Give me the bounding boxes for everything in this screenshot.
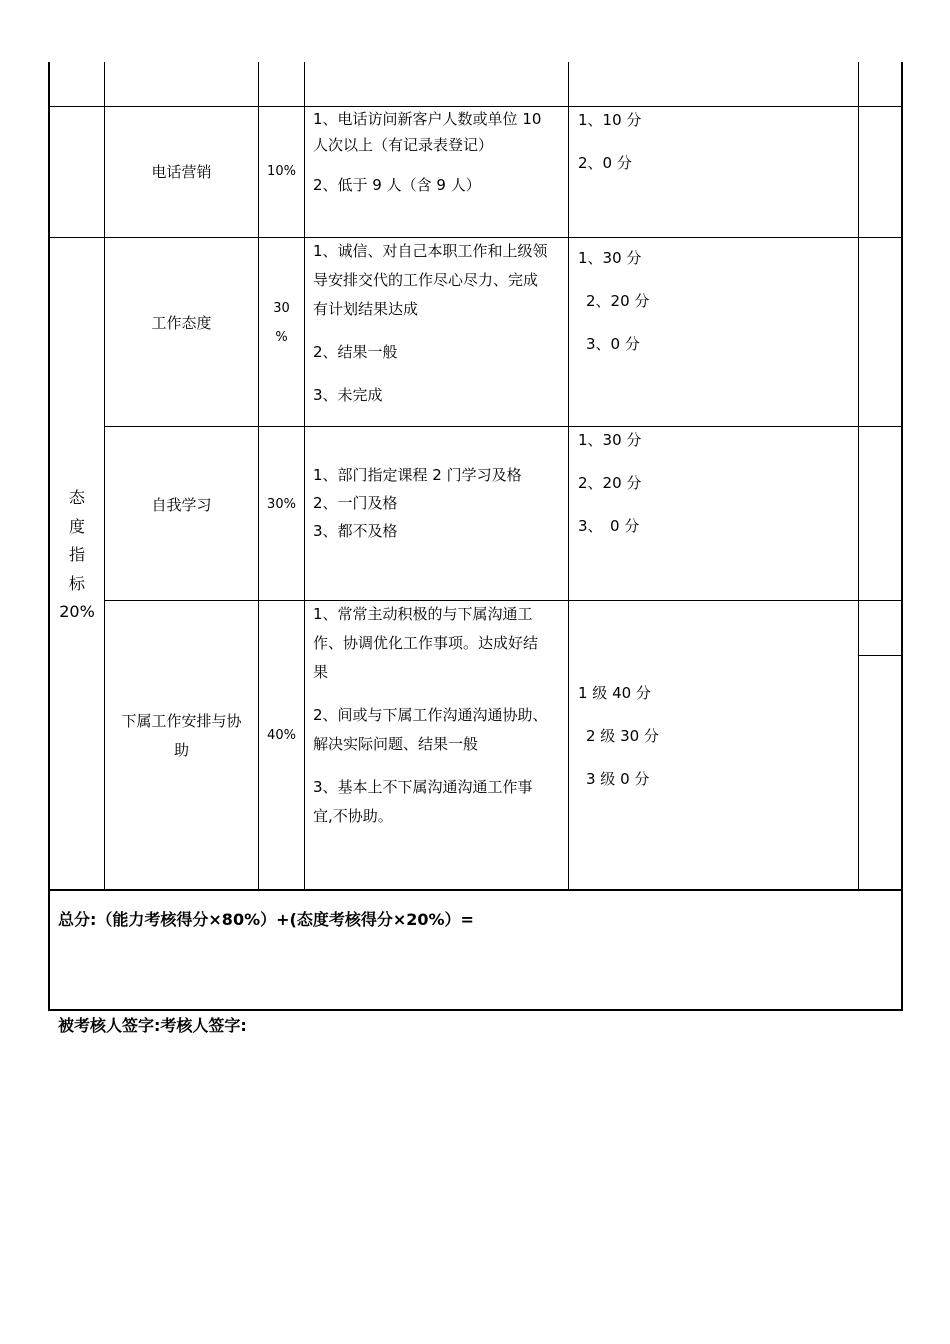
phone-marketing-item-label: 电话营销 [151, 163, 212, 181]
criteria-line: 1、诚信、对自己本职工作和上级领 [313, 242, 548, 260]
criteria-line: 导安排交代的工作尽心尽力、完成 [313, 271, 539, 289]
phone-marketing-weight: 10% [267, 164, 296, 179]
score-line: 1、30 分 [578, 249, 642, 267]
score-line: 1 级 40 分 [578, 684, 651, 702]
phone-marketing-scores [578, 106, 858, 177]
work-attitude-weight: 30 % [273, 301, 290, 345]
criteria-line: 作、协调优化工作事项。达成好结 [313, 634, 539, 652]
self-study-criteria [313, 461, 568, 545]
criteria-line: 2、低于 9 人（含 9 人） [313, 176, 481, 194]
criteria-line: 2、一门及格 [313, 494, 398, 512]
self-study-scores [578, 426, 858, 540]
criteria-line: 解决实际问题、结果一般 [313, 735, 479, 753]
score-line: 3、 0 分 [578, 517, 640, 535]
self-study-weight: 30% [267, 496, 296, 512]
total-score-formula: 总分:（能力考核得分×80%）+(态度考核得分×20%）= [58, 910, 474, 929]
phone-marketing-item [105, 107, 258, 237]
criteria-line: 3、基本上不下属沟通沟通工作事 [313, 778, 533, 796]
subordinate-weight: 40% [267, 728, 296, 743]
signature-line: 被考核人签字:考核人签字: [58, 1016, 247, 1035]
score-line: 1、30 分 [578, 431, 642, 449]
criteria-line: 人次以上（有记录表登记） [313, 136, 494, 154]
work-attitude-scores [578, 244, 858, 358]
criteria-line: 有计划结果达成 [313, 300, 419, 318]
criteria-line: 果 [313, 663, 329, 681]
criteria-line: 2、结果一般 [313, 343, 398, 361]
subordinate-item: 下属工作安排与协 助 [121, 712, 242, 759]
phone-marketing-criteria [313, 106, 568, 198]
self-study-item: 自我学习 [151, 495, 212, 514]
score-line: 2 级 30 分 [586, 727, 659, 745]
criteria-line: 3、未完成 [313, 386, 383, 404]
score-line: 2、0 分 [578, 154, 632, 172]
criteria-line: 2、间或与下属工作沟通沟通协助、 [313, 706, 548, 724]
score-line: 1、10 分 [578, 111, 642, 129]
criteria-line: 1、常常主动积极的与下属沟通工 [313, 605, 533, 623]
work-attitude-criteria [313, 237, 568, 410]
score-line: 2、20 分 [586, 292, 650, 310]
criteria-line: 1、部门指定课程 2 门学习及格 [313, 466, 522, 484]
criteria-line: 1、电话访问新客户人数或单位 10 [313, 110, 542, 128]
subordinate-criteria [313, 600, 568, 831]
attitude-section-label: 态 度 指 标 20% [59, 488, 95, 621]
score-line: 2、20 分 [578, 474, 642, 492]
work-attitude-item: 工作态度 [151, 314, 212, 332]
score-line: 3、0 分 [586, 335, 640, 353]
criteria-line: 宜,不协助。 [313, 807, 393, 825]
score-line: 3 级 0 分 [586, 770, 650, 788]
subordinate-scores [578, 679, 858, 793]
criteria-line: 3、都不及格 [313, 522, 398, 540]
